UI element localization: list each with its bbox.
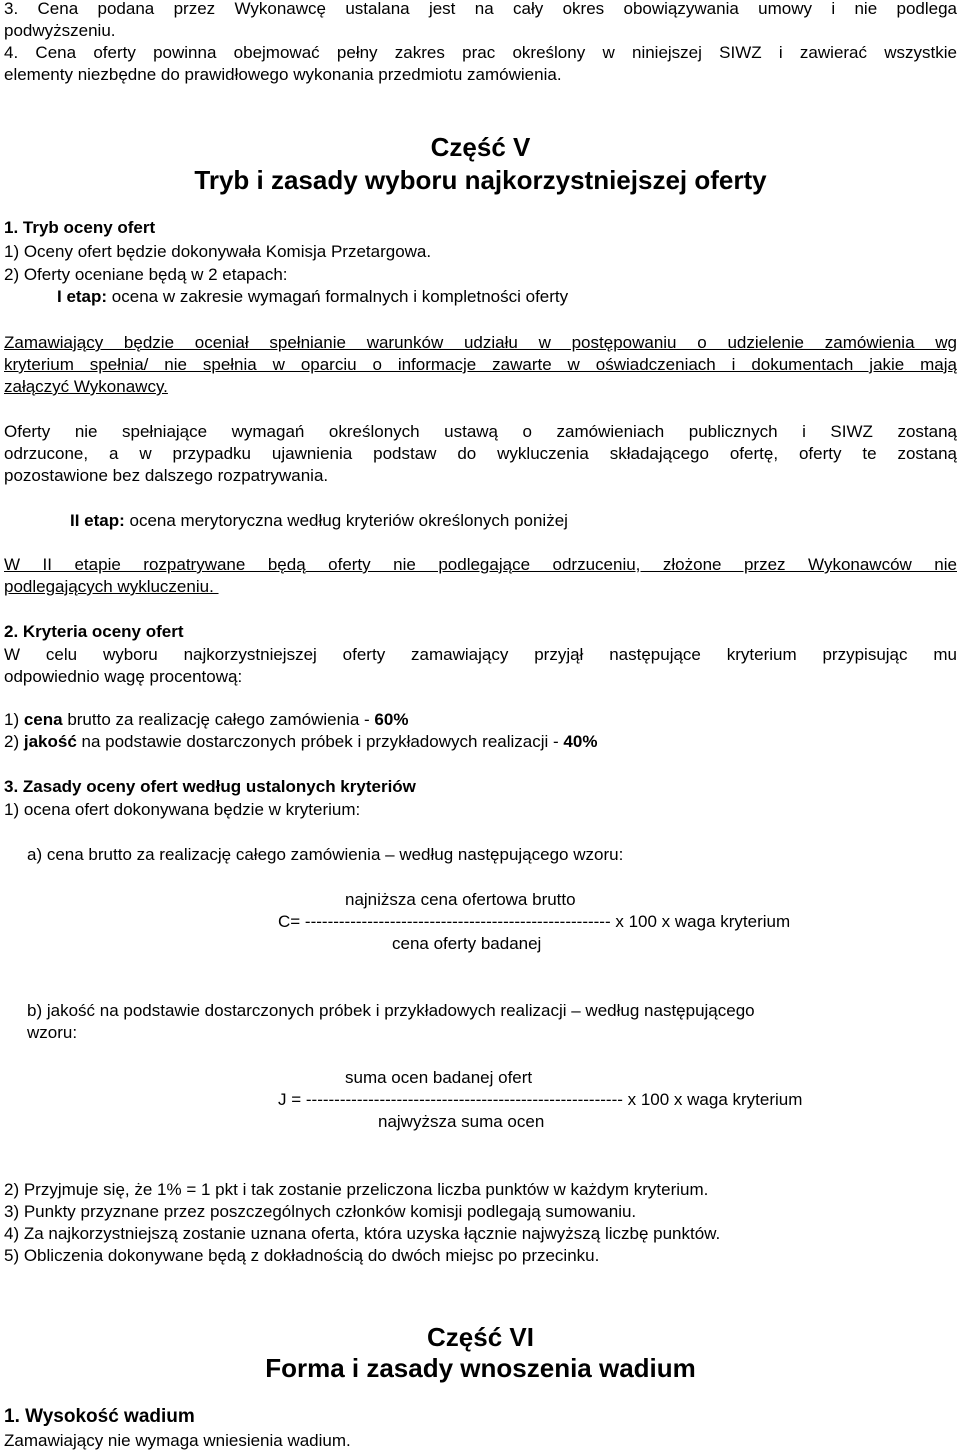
stage2-label: II etap:	[70, 511, 125, 530]
section3-heading: 3. Zasady oceny ofert według ustalonych kryteriów	[4, 777, 416, 796]
part6-title: Część VI	[427, 1322, 534, 1352]
part6-subtitle: Forma i zasady wnoszenia wadium	[265, 1353, 696, 1383]
section2-para-line1: W celu wyboru najkorzystniejszej oferty zamawiający przyjął następujące kryterium przypisując mu	[4, 645, 957, 664]
criterion-quality-number: 2)	[4, 732, 24, 751]
section3-item2: 2) Przyjmuje się, że 1% = 1 pkt i tak zostanie przeliczona liczba punktów w każdym kryterium.	[4, 1180, 709, 1199]
intro-point3-line2: podwyższeniu.	[4, 21, 116, 40]
formula-j-numerator: suma ocen badanej ofert	[345, 1068, 533, 1087]
part5-subtitle: Tryb i zasady wyboru najkorzystniejszej oferty	[194, 165, 767, 195]
section3-item3: 3) Punkty przyznane przez poszczególnych członków komisji podlegają sumowaniu.	[4, 1202, 637, 1221]
criterion-price-text: brutto za realizację całego zamówienia -	[62, 710, 375, 729]
criterion-quality-weight: 40%	[563, 732, 598, 751]
section1-heading: 1. Tryb oceny ofert	[4, 218, 156, 237]
criterion-quality-text: na podstawie dostarczonych próbek i przykładowych realizacji -	[76, 732, 564, 751]
criterion-quality	[4, 731, 597, 753]
criterion-b-line1: b) jakość na podstawie dostarczonych próbek i przykładowych realizacji – według następującego	[27, 1001, 755, 1020]
formula-j-denominator: najwyższa suma ocen	[378, 1112, 545, 1131]
intro-point4-line2: elementy niezbędne do prawidłowego wykonania przedmiotu zamówienia.	[4, 65, 562, 84]
intro-point4-line1: 4. Cena oferty powinna obejmować pełny zakres prac określony w niniejszej SIWZ i zawierać wszystkie	[4, 43, 957, 62]
criterion-price-weight: 60%	[374, 710, 409, 729]
para2-line1: Oferty nie spełniające wymagań określonych ustawą o zamówieniach publicznych i SIWZ zostaną	[4, 422, 957, 441]
section3-item4: 4) Za najkorzystniejszą zostanie uznana oferta, która uzyska łącznie najwyższą liczbę punktów.	[4, 1224, 721, 1243]
stage2-text: ocena merytoryczna według kryteriów określonych poniżej	[124, 511, 568, 530]
section1-item2: 2) Oferty oceniane będą w 2 etapach:	[4, 265, 288, 284]
section2-para-line2: odpowiednio wagę procentową:	[4, 667, 243, 686]
stage2-line	[70, 510, 568, 532]
criterion-price-number: 1)	[4, 710, 24, 729]
intro-point3-line1: 3. Cena podana przez Wykonawcę ustalana jest na cały okres obowiązywania umowy i nie podlega	[4, 0, 957, 18]
stage1-text: ocena w zakresie wymagań formalnych i kompletności oferty	[107, 287, 569, 306]
formula-c-line: C= ------------------------------------------------------ x 100 x waga kryterium	[278, 912, 791, 931]
para2-line2: odrzucone, a w przypadku ujawnienia podstaw do wykluczenia składającego ofertę, oferty te zostaną	[4, 444, 957, 463]
para1-line1: Zamawiający będzie oceniał spełnianie warunków udziału w postępowaniu o udzielenie zamówienia wg	[4, 333, 957, 352]
para3-line2: podlegających wykluczeniu.	[4, 577, 219, 596]
criterion-b-line2: wzoru:	[27, 1023, 78, 1042]
para1-line2: kryterium spełnia/ nie spełnia w oparciu o informacje zawarte w oświadczeniach i dokumentach jakie mają	[4, 355, 957, 374]
part6-text: Zamawiający nie wymaga wniesienia wadium.	[4, 1431, 351, 1450]
section2-heading: 2. Kryteria oceny ofert	[4, 622, 184, 641]
para3-line1: W II etapie rozpatrywane będą oferty nie podlegające odrzuceniu, złożone przez Wykonawców nie	[4, 555, 957, 574]
formula-j-line: J = -------------------------------------------------------- x 100 x waga kryterium	[278, 1090, 803, 1109]
para1-line3: załączyć Wykonawcy.	[4, 377, 168, 396]
stage1-line	[57, 286, 568, 308]
criterion-price	[4, 709, 408, 731]
stage1-label: I etap:	[57, 287, 108, 306]
section3-item1: 1) ocena ofert dokonywana będzie w kryterium:	[4, 800, 361, 819]
para2-line3: pozostawione bez dalszego rozpatrywania.	[4, 466, 329, 485]
criterion-quality-name: jakość	[23, 732, 77, 751]
part5-title: Część V	[430, 132, 531, 162]
part6-heading: 1. Wysokość wadium	[4, 1406, 195, 1427]
formula-c-numerator: najniższa cena ofertowa brutto	[345, 890, 576, 909]
criterion-price-name: cena	[23, 710, 63, 729]
formula-c-denominator: cena oferty badanej	[392, 934, 542, 953]
section3-item5: 5) Obliczenia dokonywane będą z dokładnością do dwóch miejsc po przecinku.	[4, 1246, 600, 1265]
criterion-a-text: a) cena brutto za realizację całego zamówienia – według następującego wzoru:	[27, 845, 624, 864]
section1-item1: 1) Oceny ofert będzie dokonywała Komisja Przetargowa.	[4, 242, 432, 261]
